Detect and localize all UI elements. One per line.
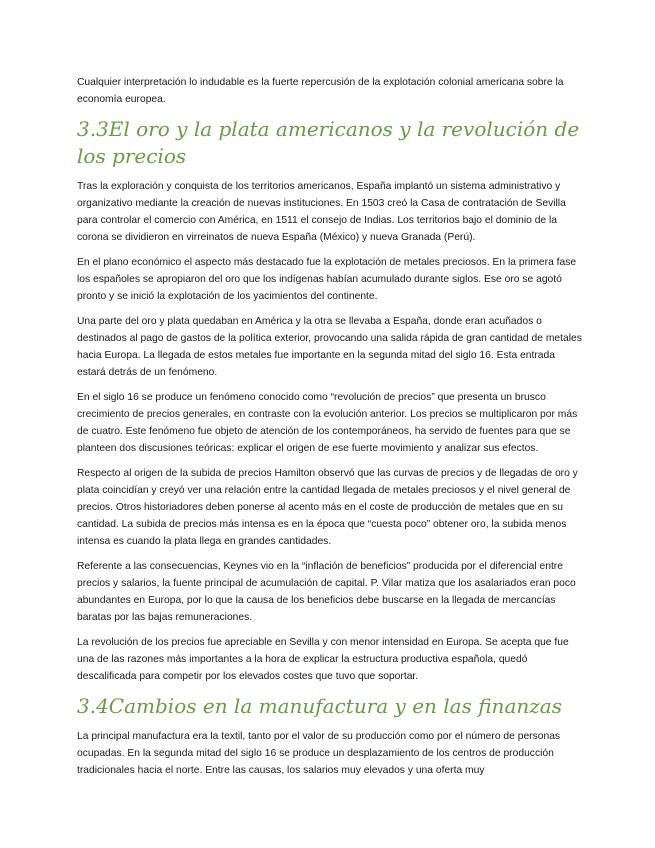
section-3-3-paragraph-7: La revolución de los precios fue apreciable en Sevilla y con menor intensidad en Europa. Se acepta que fue una de las razones más importantes a la hora de explicar la estructura productiva española, quedó descalificada para competir por los elevados costes que tuvo que soportar.	[77, 637, 569, 682]
section-3-3-heading: 3.3El oro y la plata americanos y la revolución de los precios	[77, 117, 580, 168]
section-3-3-paragraph-6: Referente a las consecuencias, Keynes vio en la “inflación de beneficios” producida por el diferencial entre precios y salarios, la fuente principal de acumulación de capital. P. Vilar matiza que los asalariados eran poco abundantes en Europa, por lo que la causa de los beneficios debe buscarse en la llegada de mercancías baratas por las bajas remuneraciones.	[77, 561, 576, 623]
section-3-3-paragraph-5: Respecto al origen de la subida de precios Hamilton observó que las curvas de precios y de llegadas de oro y plata coincidían y creyó ver una relación entre la cantidad llegada de metales preciosos y el nivel general de precios. Otros historiadores deben ponerse al acento más en el coste de producción de metales que en su cantidad. La subida de precios más intensa es en la época que “cuesta poco” obtener oro, la subida menos intensa es cuando la plata llega en grandes cantidades.	[77, 468, 578, 547]
document-page	[77, 74, 583, 787]
section-3-3-paragraph-2: En el plano económico el aspecto más destacado fue la explotación de metales preciosos. En la primera fase los españoles se apropiaron del oro que los indígenas habían acumulado durante siglos. Ese oro se agotó pronto y se inició la explotación de los yacimientos del continente.	[77, 257, 577, 302]
section-3-4-paragraph-1: La principal manufactura era la textil, tanto por el valor de su producción como por el número de personas ocupadas. En la segunda mitad del siglo 16 se produce un desplazamiento de los centros de producción tradicionales hacia el norte. Entre las causas, los salarios muy elevados y una oferta muy	[77, 731, 561, 776]
intro-paragraph: Cualquier interpretación lo indudable es la fuerte repercusión de la explotación colonial americana sobre la economía europea.	[77, 77, 564, 105]
section-3-3-paragraph-3: Una parte del oro y plata quedaban en América y la otra se llevaba a España, donde eran acuñados o destinados al pago de gastos de la política exterior, provocando una salida rápida de gran cantidad de metales hacia Europa. La llegada de estos metales fue importante en la segunda mitad del siglo 16. Esta entrada estará detrás de un fenómeno.	[77, 316, 582, 378]
section-3-3-paragraph-1: Tras la exploración y conquista de los territorios americanos, España implantó un sistema administrativo y organizativo mediante la creación de nuevas instituciones. En 1503 creó la Casa de contratación de Sevilla para controlar el comercio con América, en 1511 el consejo de Indias. Los territorios bajo el dominio de la corona se dividieron en virreinatos de nueva España (México) y nueva Granada (Perú).	[77, 181, 566, 243]
section-3-3-paragraph-4: En el siglo 16 se produce un fenómeno conocido como “revolución de precios” que presenta un brusco crecimiento de precios generales, en contraste con la evolución anterior. Los precios se multiplicaron por más de cuatro. Este fenómeno fue objeto de atención de los contemporáneos, ha servido de fuentes para que se planteen dos discusiones teóricas: explicar el origen de ese fuerte movimiento y analizar sus efectos.	[77, 392, 578, 454]
section-3-4-heading: 3.4Cambios en la manufactura y en las finanzas	[77, 694, 562, 718]
